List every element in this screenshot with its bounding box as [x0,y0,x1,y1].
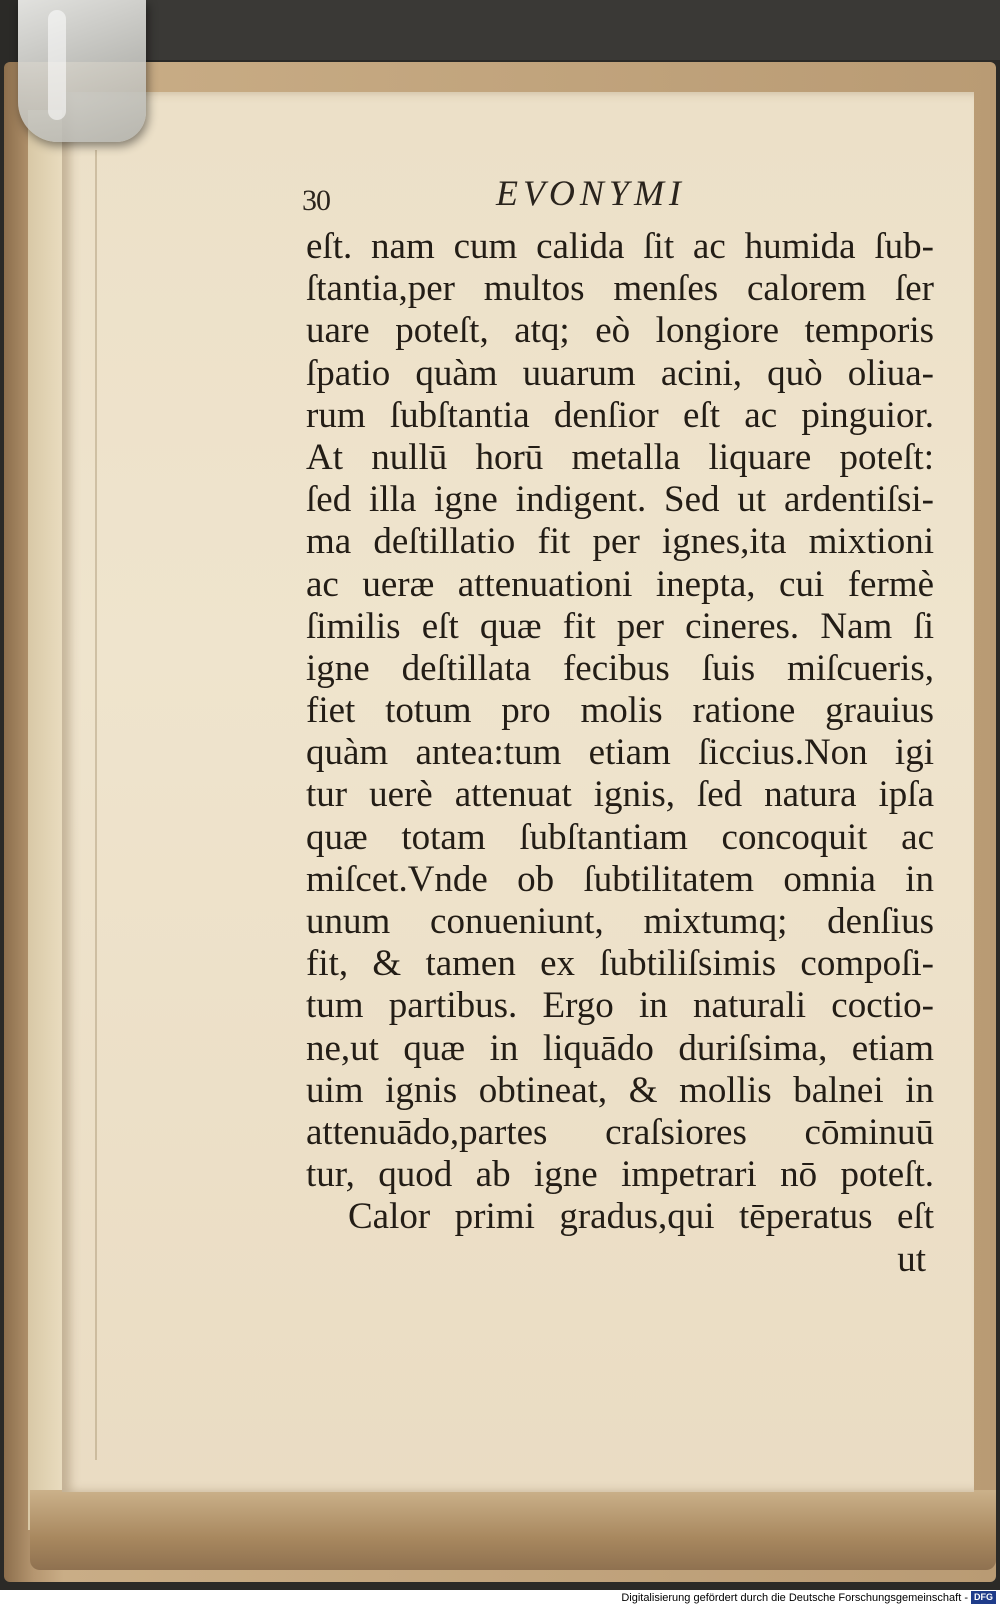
text-line: rum ſubſtantia denſior eſt ac pinguior. [306,394,934,436]
text-line: attenuādo,partes craſsiores cōminuū [306,1111,934,1153]
paperweight-highlight [48,10,66,120]
body-text [306,226,934,1281]
text-line: igne deſtillata fecibus ſuis miſcueris, [306,647,934,689]
glass-paperweight-icon [18,0,146,142]
text-line: miſcet.Vnde ob ſubtilitatem omnia in [306,858,934,900]
text-line: ma deſtillatio fit per ignes,ita mixtioni [306,521,934,563]
background-strip [140,0,1000,60]
text-line: ſpatio quàm uuarum acini, quò oliua- [306,352,934,394]
text-line: unum conueniunt, mixtumq; denſius [306,901,934,942]
text-line: tum partibus. Ergo in naturali coctio- [306,985,934,1027]
text-line: tur, quod ab igne impetrari nō poteſt. [306,1154,934,1196]
text-line: At nullū horū metalla liquare poteſt: [306,436,934,478]
catchword: ut [897,1238,926,1280]
running-head: EVONYMI [496,173,686,213]
funding-credit: Digitalisierung gefördert durch die Deutsche Forschungsgemeinschaft - [621,1592,968,1604]
text-line: fiet totum pro molis ratione grauius [306,690,934,732]
text-line: fit, & tamen ex ſubtiliſsimis compoſi- [306,943,934,985]
dfg-logo: DFG [971,1591,996,1604]
page-number: 30 [302,184,330,217]
text-line: tur uerè attenuat ignis, ſed natura ipſa [306,774,934,816]
text-line: ſimilis eſt quæ fit per cineres. Nam ſi [306,605,934,647]
text-line: quàm antea:tum etiam ſiccius.Non igi [306,732,934,774]
text-line: uim ignis obtineat, & mollis balnei in [306,1069,934,1111]
text-line: ſed illa igne indigent. Sed ut ardentiſsi- [306,479,934,521]
text-line: eſt. nam cum calida ſit ac humida ſub- [306,226,934,267]
text-line: ac ueræ attenuationi inepta, cui fermè [306,563,934,605]
text-line: quæ totam ſubſtantiam concoquit ac [306,816,934,858]
text-line: Calor primi gradus,qui tēperatus eſt [348,1196,934,1238]
text-line: ſtantia,per multos menſes calorem ſer [306,268,934,310]
book-bottom-edge [30,1490,996,1570]
text-line: uare poteſt, atq; eò longiore temporis [306,310,934,352]
text-line: ne,ut quæ in liquādo duriſsima, etiam [306,1027,934,1069]
page-fold-line [95,150,97,1460]
